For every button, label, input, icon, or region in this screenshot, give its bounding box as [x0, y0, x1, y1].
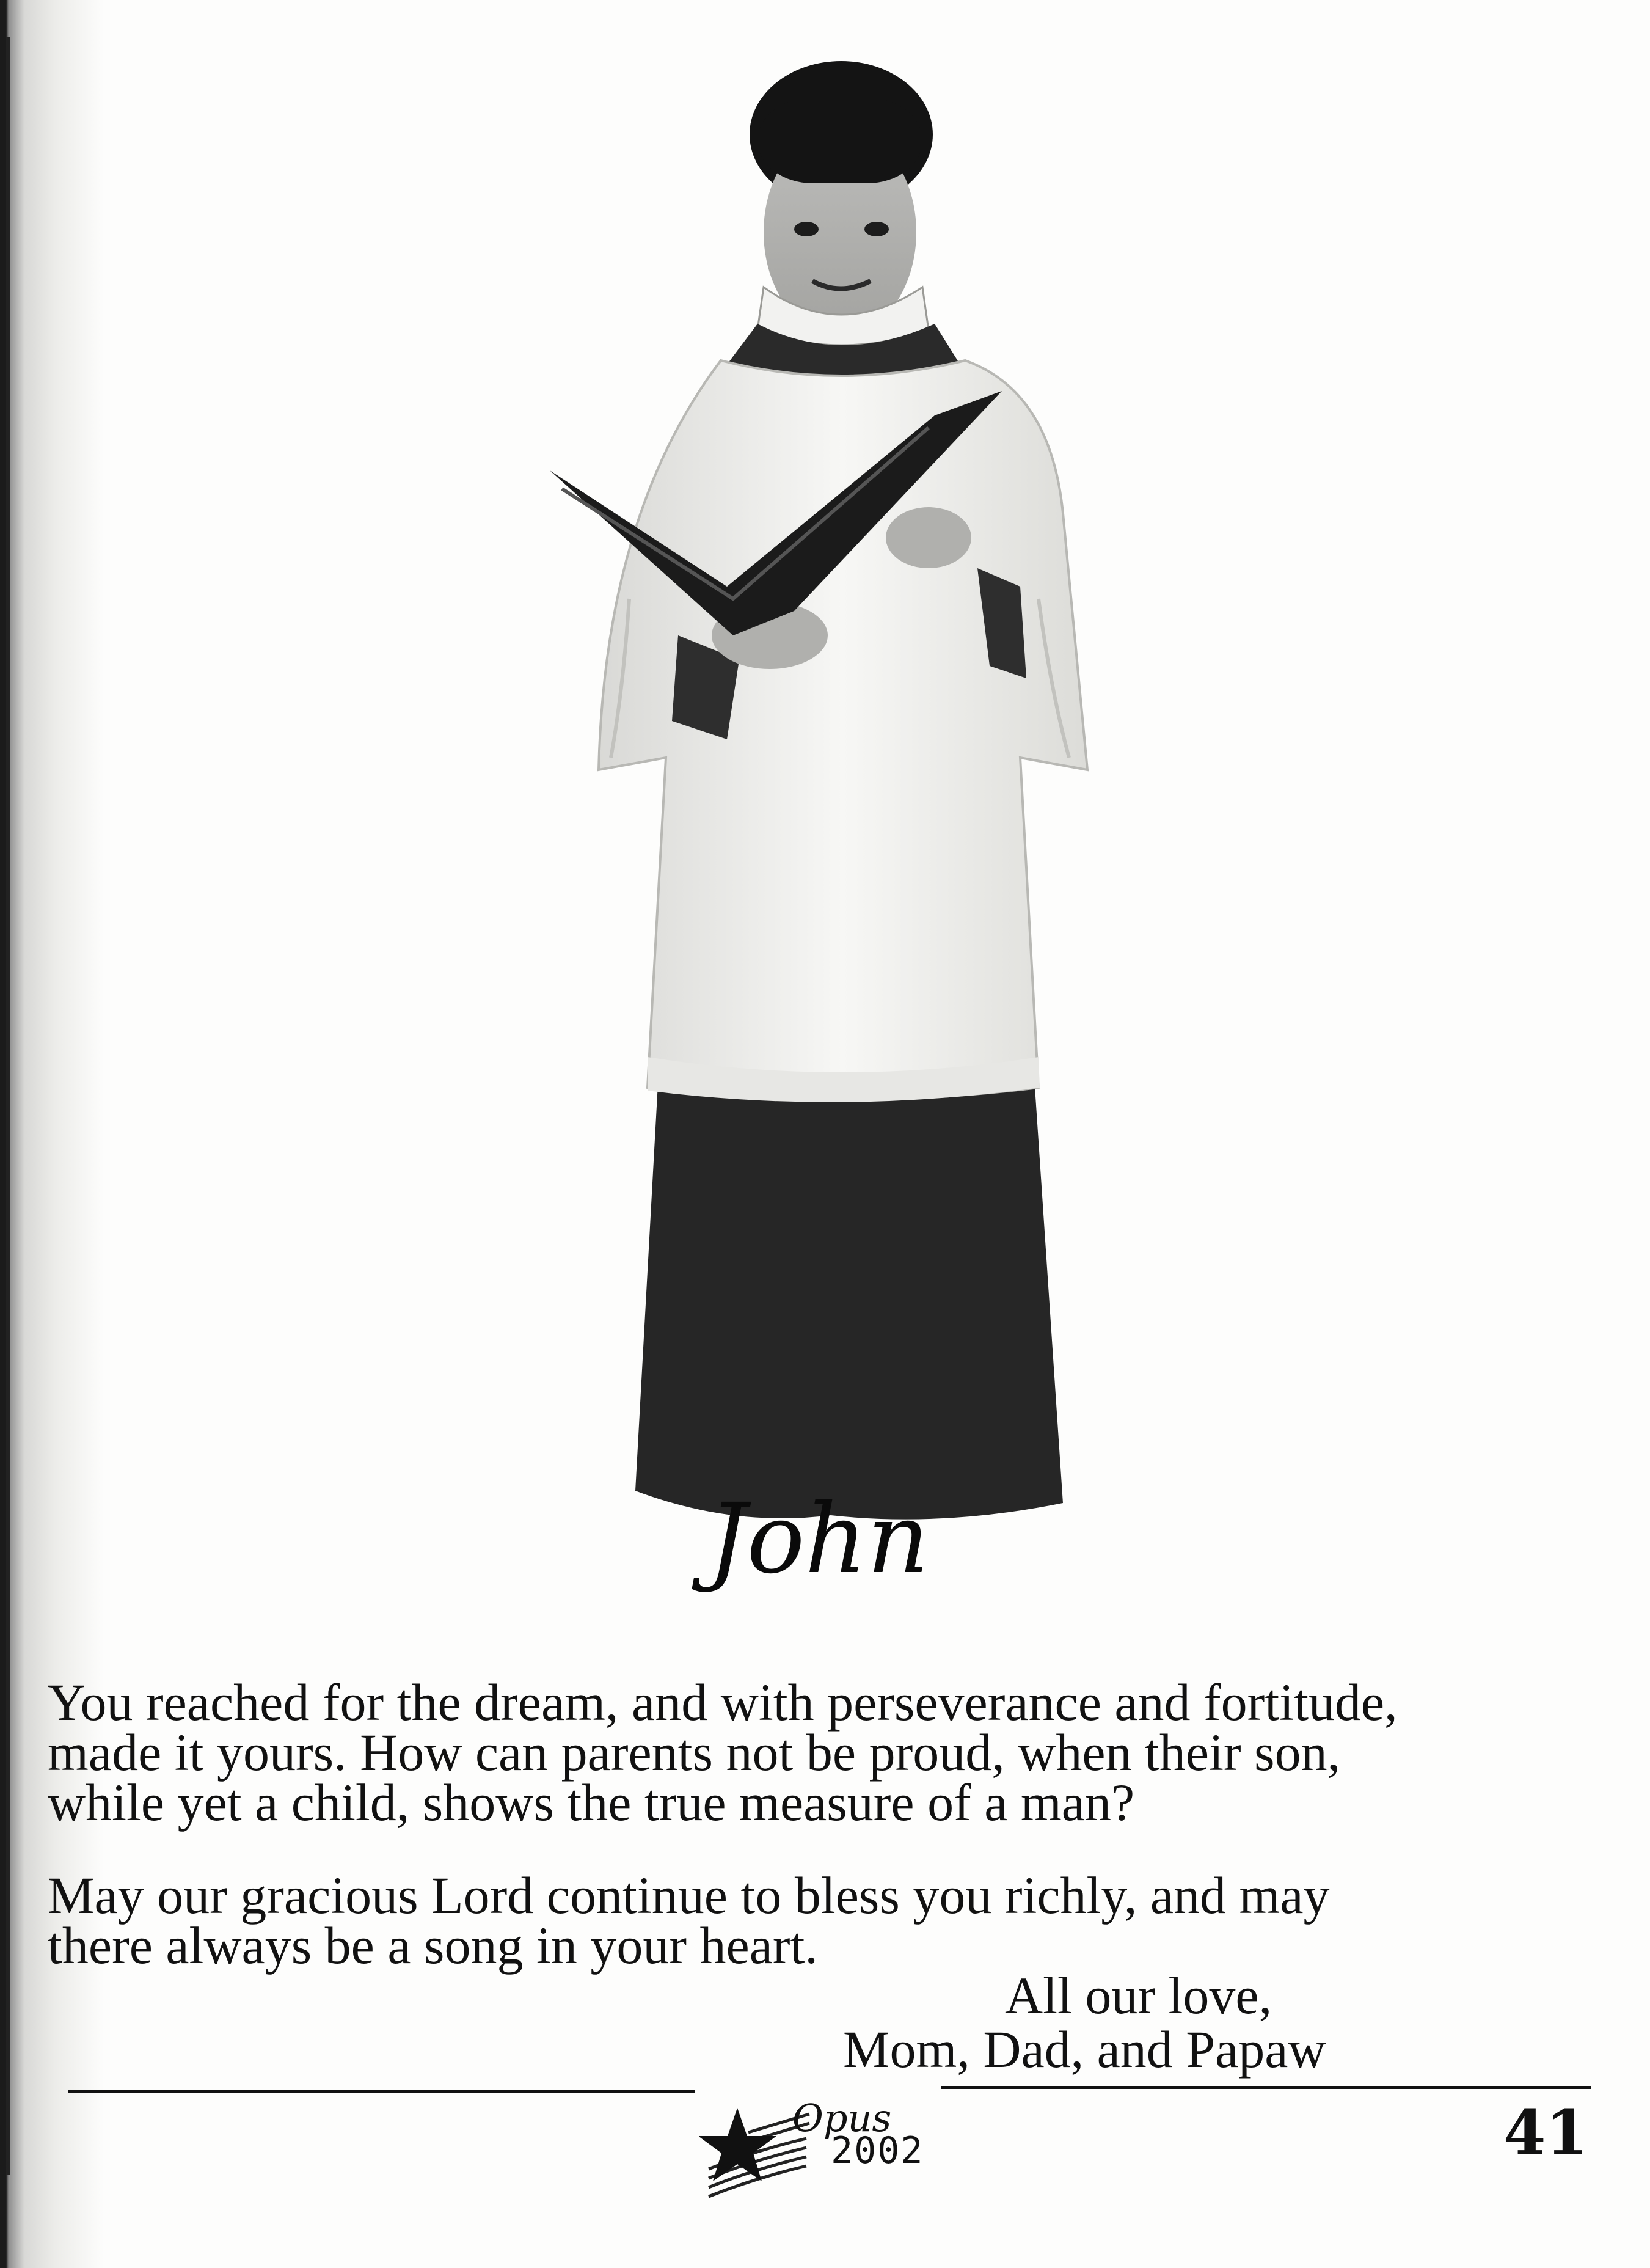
- message-line: You reached for the dream, and with perseverance and fortitude,: [48, 1673, 1398, 1732]
- logo-year: 2002: [831, 2129, 924, 2172]
- dedication-message: [48, 1673, 1612, 1975]
- paragraph-gap: [48, 1827, 1612, 1870]
- opus-logo: [699, 2096, 956, 2206]
- signoff: [843, 1966, 1454, 2079]
- message-line: May our gracious Lord continue to bless you richly, and may: [48, 1866, 1330, 1925]
- page-number: 41: [1503, 2096, 1588, 2168]
- message-line: there always be a song in your heart.: [48, 1916, 818, 1975]
- message-line: while yet a child, shows the true measure of a man?: [48, 1773, 1135, 1832]
- binding-rule: [6, 37, 10, 2175]
- logo-text: Opus: [792, 2096, 892, 2140]
- footer-rule-left: [68, 2090, 695, 2093]
- message-line: made it yours. How can parents not be proud, when their son,: [48, 1723, 1341, 1782]
- footer-rule-right: [941, 2086, 1591, 2089]
- student-name: John: [708, 1483, 929, 1595]
- signoff-greeting: All our love,: [1005, 1966, 1272, 2025]
- signoff-names: Mom, Dad, and Papaw: [843, 2020, 1326, 2079]
- choir-boy-photo: [538, 49, 1136, 1540]
